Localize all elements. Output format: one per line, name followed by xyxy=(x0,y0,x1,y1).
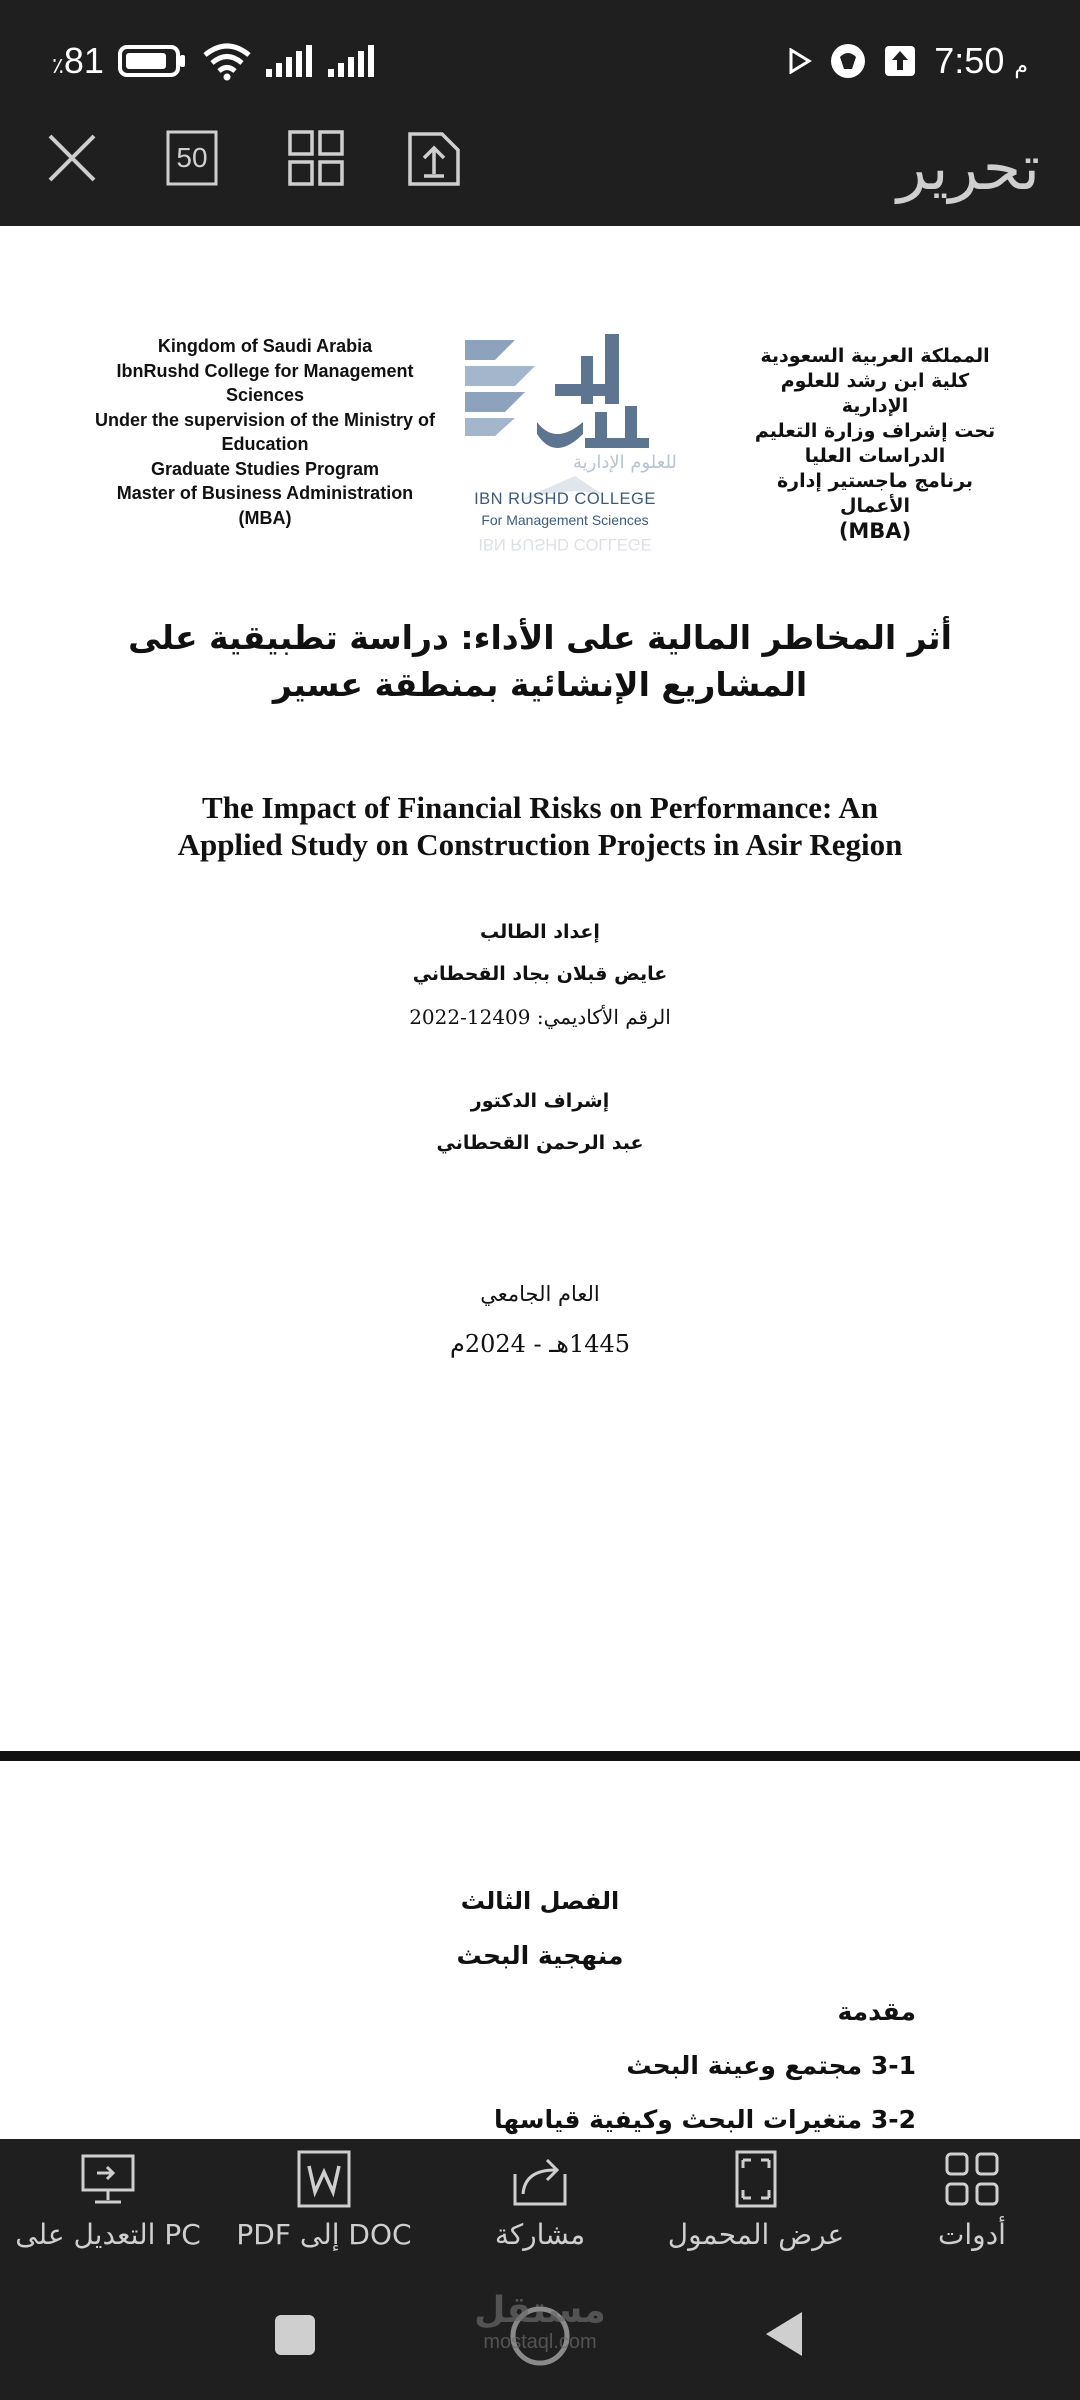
title-ar-line: أثر المخاطر المالية على الأداء: دراسة تطبيقية على xyxy=(128,618,952,657)
logo-reflection: IBN RUSHD COLLEGE xyxy=(478,535,652,553)
clock: م 7:50 xyxy=(934,40,1028,81)
document-page-2 xyxy=(0,1761,1080,2139)
student-name: عايض قبلان بجاد القحطاني xyxy=(412,963,668,985)
thesis-title-arabic xyxy=(120,614,960,708)
title-en-line: The Impact of Financial Risks on Performance: An xyxy=(202,790,878,825)
recent-apps-icon[interactable] xyxy=(274,2314,316,2356)
chapter-title: منهجية البحث xyxy=(456,1941,624,1970)
supervisor-name: عبد الرحمن القحطاني xyxy=(436,1132,644,1154)
watermark xyxy=(440,2290,640,2354)
header-english xyxy=(90,334,440,530)
edit-on-pc-button[interactable] xyxy=(8,2150,208,2251)
supervisor-label: إشراف الدكتور xyxy=(470,1090,610,1112)
share-icon xyxy=(511,2150,569,2208)
back-icon[interactable] xyxy=(762,2308,806,2360)
header-en-line: Sciences xyxy=(225,385,305,405)
mobile-view-button[interactable] xyxy=(656,2150,856,2251)
upload-notification-icon xyxy=(884,45,916,77)
edit-on-pc-label: التعديل على PC xyxy=(15,2218,201,2251)
header-en-line: Under the supervision of the Ministry of xyxy=(94,409,436,430)
status-right xyxy=(788,36,1028,86)
college-logo xyxy=(455,326,675,566)
edit-button[interactable]: تحرير xyxy=(897,131,1040,204)
section-item-2: 3-2 متغيرات البحث وكيفية قياسها xyxy=(494,2105,916,2134)
document-page-1 xyxy=(0,226,1080,1751)
monitor-edit-icon xyxy=(79,2150,137,2208)
page-count-button[interactable] xyxy=(166,130,218,186)
header-en-line: (MBA) xyxy=(238,507,292,528)
export-icon[interactable] xyxy=(404,128,464,188)
wifi-icon xyxy=(202,41,252,81)
page-divider xyxy=(0,1751,1080,1761)
status-left xyxy=(52,36,376,86)
share-button[interactable] xyxy=(440,2150,640,2251)
tools-label: أدوات xyxy=(938,2218,1006,2251)
header-arabic xyxy=(745,344,1005,544)
tools-button[interactable] xyxy=(872,2150,1072,2251)
logo-arabic-sub: للعلوم الإدارية xyxy=(573,452,677,473)
logo-graphic xyxy=(455,326,675,566)
close-icon[interactable] xyxy=(42,128,102,188)
title-en-line: Applied Study on Construction Projects in Asir Region xyxy=(177,827,903,862)
watermark-latin: mostaql.com xyxy=(483,2331,597,2353)
academic-year-label: العام الجامعي xyxy=(480,1282,600,1306)
page-count-label: 50 xyxy=(176,142,208,173)
prepared-by-label: إعداد الطالب xyxy=(480,921,600,943)
academic-id: الرقم الأكاديمي: 12409-2022 xyxy=(409,1005,671,1029)
section-item-1: 3-1 مجتمع وعينة البحث xyxy=(626,2051,916,2080)
battery-level: ٪81 xyxy=(52,40,104,81)
header-en-line: Kingdom of Saudi Arabia xyxy=(157,336,373,356)
header-ar-line: برنامج ماجستير إدارة الأعمال xyxy=(776,470,974,517)
signal-icon-2 xyxy=(328,45,376,77)
header-ar-line: المملكة العربية السعودية xyxy=(760,345,990,367)
app-notification-icon xyxy=(830,43,866,79)
play-store-icon xyxy=(788,48,812,74)
header-en-line: Graduate Studies Program xyxy=(150,458,380,479)
logo-college-name: IBN RUSHD COLLEGE xyxy=(474,490,656,508)
pdf-to-doc-button[interactable] xyxy=(224,2150,424,2251)
tools-grid-icon xyxy=(943,2150,1001,2208)
battery-icon xyxy=(118,44,188,78)
status-bar xyxy=(0,0,1080,118)
header-en-line: IbnRushd College for Management xyxy=(116,360,414,381)
section-intro: مقدمة xyxy=(837,1997,916,2026)
header-en-line: Master of Business Administration xyxy=(116,483,414,503)
chapter-label: الفصل الثالث xyxy=(460,1887,620,1915)
header-ar-line: كلية ابن رشد للعلوم الإدارية xyxy=(780,370,970,417)
signal-icon xyxy=(266,45,314,77)
thesis-title-english xyxy=(100,789,980,863)
mobile-view-icon xyxy=(727,2150,785,2208)
header-ar-line: تحت إشراف وزارة التعليم xyxy=(754,420,996,442)
pdf-to-doc-label: PDF إلى DOC xyxy=(236,2218,412,2251)
academic-year-value: 1445هـ - 2024م xyxy=(449,1330,631,1358)
share-label: مشاركة xyxy=(494,2218,586,2251)
mobile-view-label: عرض المحمول xyxy=(667,2218,845,2251)
header-ar-line: الدراسات العليا xyxy=(804,445,946,467)
header-ar-line: (MBA) xyxy=(838,519,912,543)
grid-view-icon[interactable] xyxy=(286,128,346,188)
title-ar-line: المشاريع الإنشائية بمنطقة عسير xyxy=(272,665,808,704)
watermark-arabic: مستقل xyxy=(474,2290,606,2331)
word-doc-icon xyxy=(295,2150,353,2208)
header-en-line: Education xyxy=(221,434,309,454)
logo-tagline: For Management Sciences xyxy=(481,512,649,528)
